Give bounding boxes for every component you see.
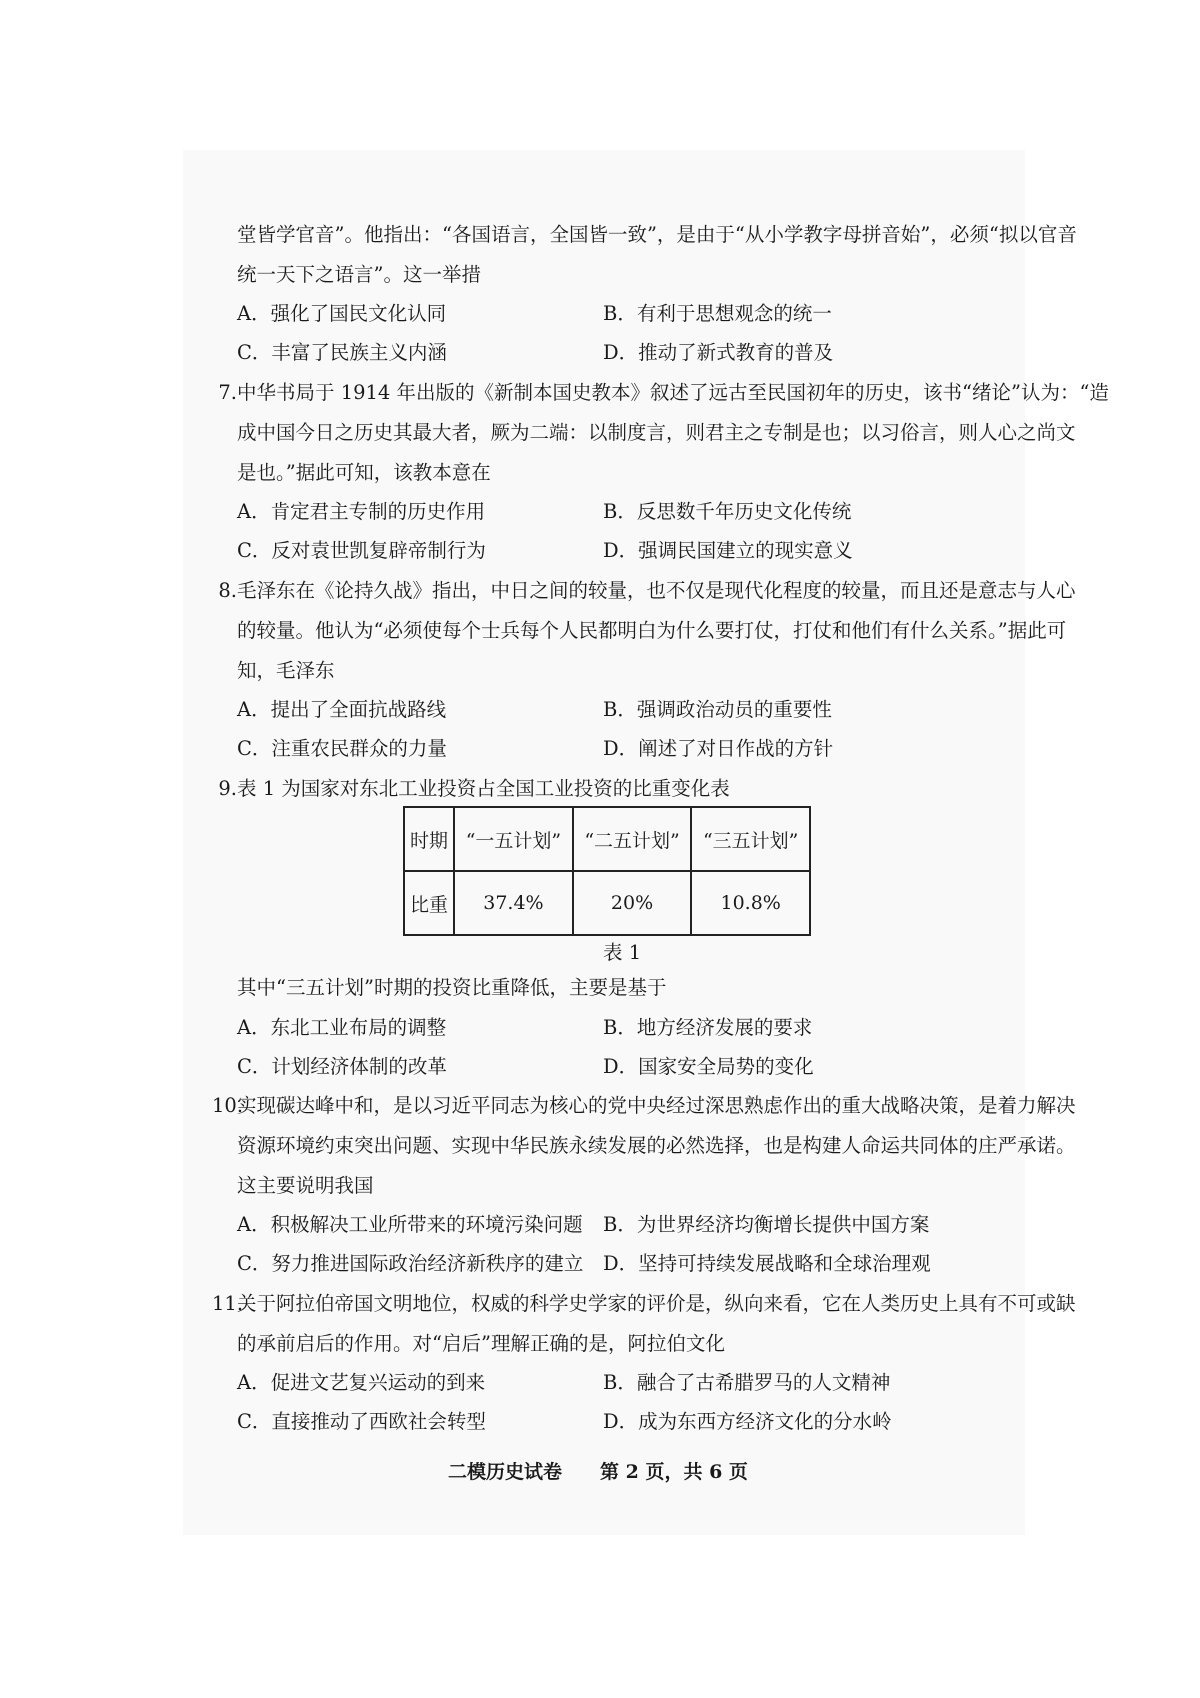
q6-option-b: B．有利于思想观念的统一 bbox=[603, 302, 832, 325]
q9-stem-line-2: 其中“三五计划”时期的投资比重降低，主要是基于 bbox=[237, 976, 667, 999]
q9-stem-line-1 bbox=[212, 776, 730, 802]
table-cell-period-header: 时期 bbox=[404, 807, 454, 871]
page-footer: 二模历史试卷 第 2 页，共 6 页 bbox=[448, 1461, 748, 1483]
table-cell-plan-1: “一五计划” bbox=[454, 807, 573, 871]
q10-option-d: D．坚持可持续发展战略和全球治理观 bbox=[603, 1252, 931, 1275]
table-cell-plan-2: “二五计划” bbox=[573, 807, 692, 871]
q6-option-c: C．丰富了民族主义内涵 bbox=[237, 341, 447, 364]
q10-option-a: A．积极解决工业所带来的环境污染问题 bbox=[237, 1213, 583, 1236]
q11-option-a: A．促进文艺复兴运动的到来 bbox=[237, 1371, 486, 1394]
q6-option-d: D．推动了新式教育的普及 bbox=[603, 341, 834, 364]
q10-option-c: C．努力推进国际政治经济新秩序的建立 bbox=[237, 1252, 584, 1275]
q9-stem-text-1: 表 1 为国家对东北工业投资占全国工业投资的比重变化表 bbox=[237, 777, 730, 800]
table-cell-plan-3: “三五计划” bbox=[691, 807, 810, 871]
q8-stem-line-2: 的较量。他认为“必须使每个士兵每个人民都明白为什么要打仗，打仗和他们有什么关系。”据此可 bbox=[237, 619, 1067, 642]
q10-stem-text-1: 实现碳达峰中和，是以习近平同志为核心的党中央经过深思熟虑作出的重大战略决策，是着力解决 bbox=[237, 1094, 1076, 1117]
q6-text-line-1: 堂皆学官音”。他指出：“各国语言，全国皆一致”，是由于“从小学教字母拼音始”，必须“拟以官音 bbox=[237, 223, 1077, 246]
q10-stem-line-1 bbox=[212, 1093, 1076, 1119]
table-cell-share-3: 10.8% bbox=[691, 871, 810, 935]
q7-option-b: B．反思数千年历史文化传统 bbox=[603, 500, 852, 523]
investment-share-table bbox=[403, 806, 811, 936]
q11-option-d: D．成为东西方经济文化的分水岭 bbox=[603, 1410, 892, 1433]
q8-option-d: D．阐述了对日作战的方针 bbox=[603, 737, 834, 760]
table-cell-share-2: 20% bbox=[573, 871, 692, 935]
table-header-row bbox=[404, 807, 810, 871]
q7-stem-line-2: 成中国今日之历史其最大者，厥为二端：以制度言，则君主之专制是也；以习俗言，则人心之尚文 bbox=[237, 421, 1076, 444]
q9-option-a: A．东北工业布局的调整 bbox=[237, 1016, 447, 1039]
q10-stem-line-3: 这主要说明我国 bbox=[237, 1174, 374, 1197]
q7-option-d: D．强调民国建立的现实意义 bbox=[603, 539, 853, 562]
q6-text-line-2: 统一天下之语言”。这一举措 bbox=[237, 263, 481, 286]
q10-number: 10. bbox=[212, 1094, 244, 1117]
q11-option-c: C．直接推动了西欧社会转型 bbox=[237, 1410, 486, 1433]
q7-stem-line-1 bbox=[212, 380, 1109, 406]
q7-option-c: C．反对袁世凯复辟帝制行为 bbox=[237, 539, 486, 562]
q8-option-b: B．强调政治动员的重要性 bbox=[603, 698, 832, 721]
q9-option-b: B．地方经济发展的要求 bbox=[603, 1016, 813, 1039]
q7-number: 7. bbox=[218, 381, 237, 404]
table-cell-share-label: 比重 bbox=[404, 871, 454, 935]
q9-option-d: D．国家安全局势的变化 bbox=[603, 1055, 814, 1078]
q7-option-a: A．肯定君主专制的历史作用 bbox=[237, 500, 486, 523]
q10-stem-line-2: 资源环境约束突出问题、实现中华民族永续发展的必然选择，也是构建人命运共同体的庄严承诺。 bbox=[237, 1134, 1076, 1157]
q10-option-b: B．为世界经济均衡增长提供中国方案 bbox=[603, 1213, 930, 1236]
q11-stem-line-1 bbox=[212, 1291, 1076, 1317]
table-cell-share-1: 37.4% bbox=[454, 871, 573, 935]
q6-option-a: A．强化了国民文化认同 bbox=[237, 302, 447, 325]
q11-stem-line-2: 的承前启后的作用。对“启后”理解正确的是，阿拉伯文化 bbox=[237, 1332, 725, 1355]
q8-stem-line-1 bbox=[212, 578, 1076, 604]
q7-stem-line-3: 是也。”据此可知，该教本意在 bbox=[237, 461, 491, 484]
q11-option-b: B．融合了古希腊罗马的人文精神 bbox=[603, 1371, 891, 1394]
q8-number: 8. bbox=[218, 579, 237, 602]
q8-stem-text-1: 毛泽东在《论持久战》指出，中日之间的较量，也不仅是现代化程度的较量，而且还是意志与人心 bbox=[237, 579, 1076, 602]
q9-option-c: C．计划经济体制的改革 bbox=[237, 1055, 447, 1078]
table-row-share bbox=[404, 871, 810, 935]
q8-option-c: C．注重农民群众的力量 bbox=[237, 737, 447, 760]
q7-stem-text-1: 中华书局于 1914 年出版的《新制本国史教本》叙述了远古至民国初年的历史，该书“绪论”认为：“造 bbox=[237, 381, 1109, 404]
table-caption: 表 1 bbox=[603, 941, 642, 964]
q11-number: 11. bbox=[212, 1292, 244, 1315]
q8-stem-line-3: 知，毛泽东 bbox=[237, 659, 335, 682]
q8-option-a: A．提出了全面抗战路线 bbox=[237, 698, 447, 721]
q11-stem-text-1: 关于阿拉伯帝国文明地位，权威的科学史学家的评价是，纵向来看，它在人类历史上具有不可或缺 bbox=[237, 1292, 1076, 1315]
q9-number: 9. bbox=[218, 777, 237, 800]
